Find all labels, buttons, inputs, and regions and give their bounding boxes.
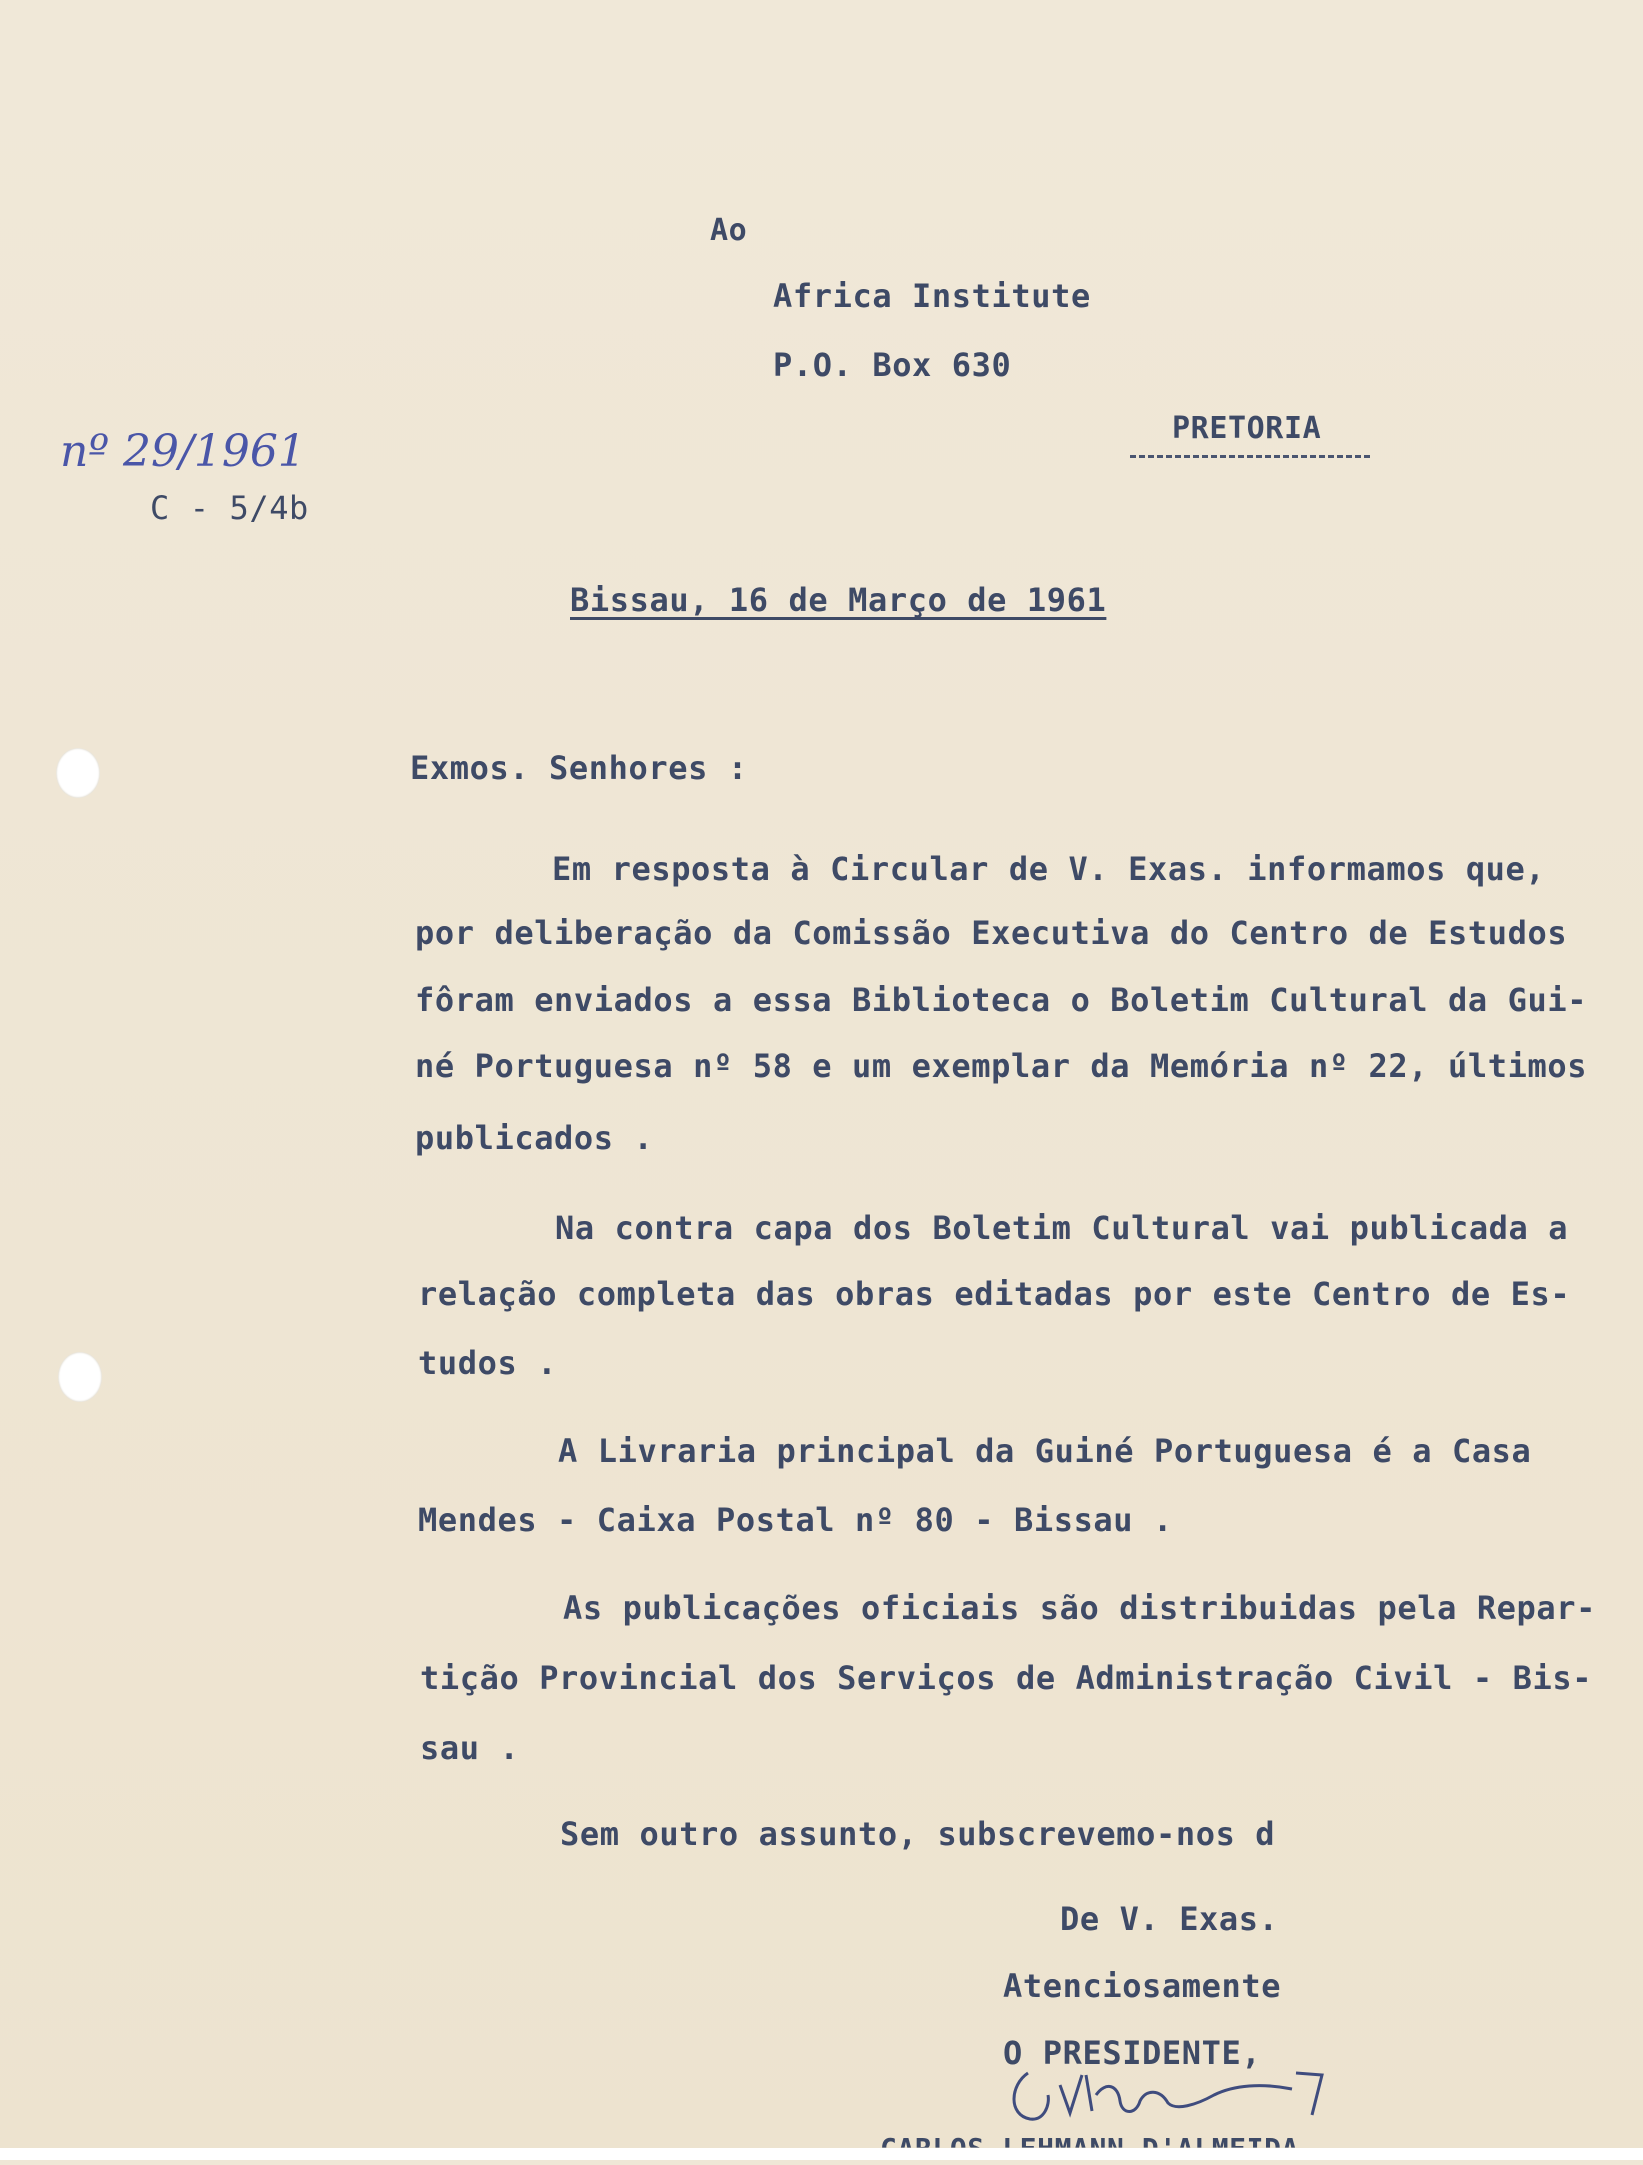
- body-line: tição Provincial dos Serviços de Administração Civil - Bis-: [420, 1659, 1593, 1697]
- city: PRETORIA: [1172, 411, 1322, 446]
- greeting: Exmos. Senhores :: [410, 749, 748, 787]
- body-line: publicados .: [415, 1119, 654, 1157]
- body-line: Na contra capa dos Boletim Cultural vai publicada a: [555, 1209, 1569, 1247]
- body-line: Mendes - Caixa Postal nº 80 - Bissau .: [418, 1501, 1173, 1539]
- city-underline-dashes: [1130, 455, 1370, 458]
- file-code: C - 5/4b: [150, 489, 309, 527]
- handwritten-signature: [1000, 2045, 1360, 2135]
- body-line: Sem outro assunto, subscrevemo-nos d: [560, 1815, 1276, 1853]
- body-line: relação completa das obras editadas por este Centro de Es-: [418, 1275, 1571, 1313]
- salutation-to: Ao: [710, 213, 748, 248]
- body-line: tudos .: [418, 1344, 558, 1382]
- addressee: Africa Institute: [773, 277, 1091, 315]
- body-line: A Livraria principal da Guiné Portuguesa é a Casa: [558, 1432, 1532, 1470]
- po-box: P.O. Box 630: [773, 346, 1012, 384]
- punch-hole-top: [56, 748, 100, 798]
- body-line: né Portuguesa nº 58 e um exemplar da Memória nº 22, últimos: [415, 1047, 1588, 1085]
- handwritten-reference-number: nº 29/1961: [60, 426, 306, 477]
- signatory-title: O PRESIDENTE,: [1003, 2034, 1262, 2072]
- closing-line: Atenciosamente: [1003, 1967, 1282, 2005]
- body-line: sau .: [420, 1729, 520, 1767]
- body-line: fôram enviados a essa Biblioteca o Boletim Cultural da Gui-: [415, 981, 1588, 1019]
- date-line: Bissau, 16 de Março de 1961: [570, 581, 1107, 619]
- punch-hole-bottom: [58, 1352, 102, 1402]
- page-bottom-edge: [0, 2148, 1643, 2160]
- body-line: As publicações oficiais são distribuidas pela Repar-: [563, 1589, 1597, 1627]
- closing-line: De V. Exas.: [1060, 1900, 1279, 1938]
- body-line: por deliberação da Comissão Executiva do Centro de Estudos: [415, 914, 1568, 952]
- body-line: Em resposta à Circular de V. Exas. informamos que,: [552, 850, 1546, 888]
